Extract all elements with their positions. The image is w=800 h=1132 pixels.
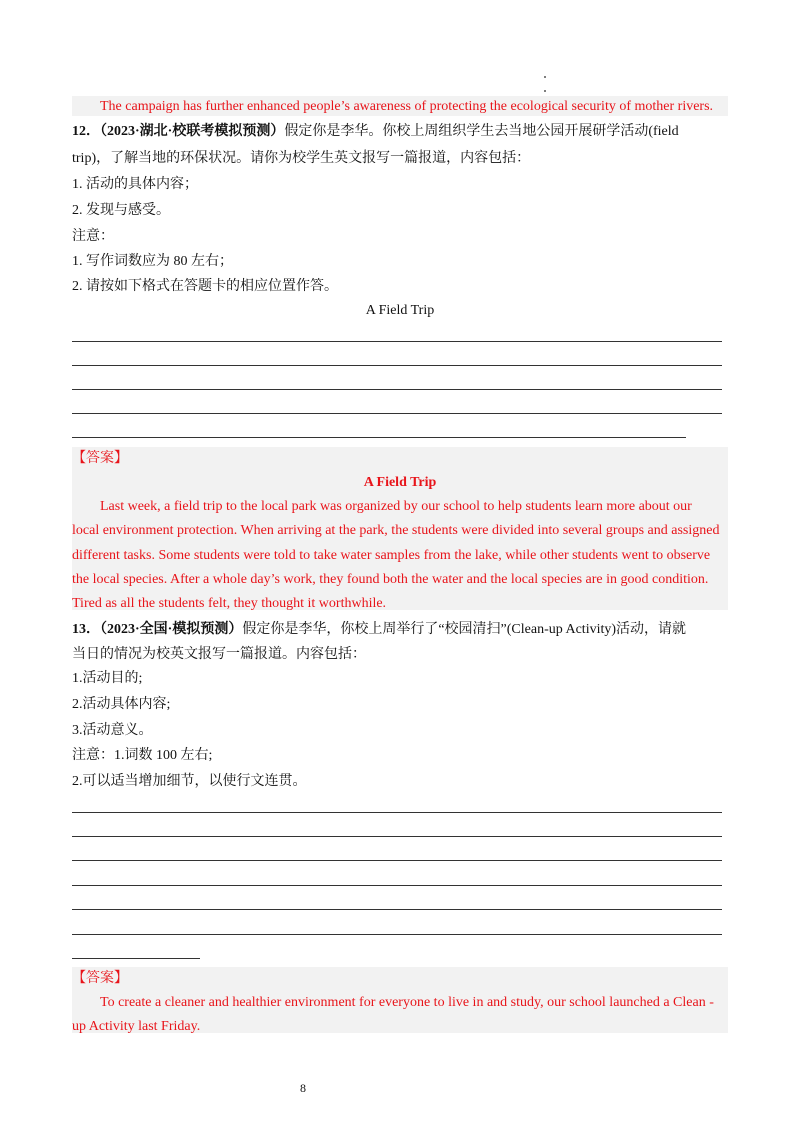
question-13-note-2: 2.可以适当增加细节，以使行文连贯。 bbox=[72, 774, 307, 789]
writing-line bbox=[72, 437, 686, 438]
question-13-point-2: 2.活动具体内容; bbox=[72, 697, 171, 712]
previous-answer-tail: The campaign has further enhanced people’s awareness of protecting the ecological security of mother rivers. bbox=[100, 99, 714, 114]
writing-line bbox=[72, 341, 722, 342]
answer-label: 【答案】 bbox=[72, 451, 128, 466]
question-13-line-1 bbox=[72, 621, 686, 639]
question-12-note-1: 1. 写作词数应为 80 左右； bbox=[72, 254, 233, 269]
answer-line-1: Last week, a field trip to the local park was organized by our school to help students learn more about our bbox=[100, 499, 692, 514]
question-13-point-1: 1.活动目的; bbox=[72, 671, 143, 686]
answer-label: 【答案】 bbox=[72, 971, 128, 986]
question-13-prompt-1: 假定你是李华，你校上周举行了“校园清扫”(Clean-up Activity)活动，请就 bbox=[242, 622, 687, 637]
answer-line-2: up Activity last Friday. bbox=[72, 1019, 201, 1034]
header-dot bbox=[544, 90, 546, 92]
answer-line-4: the local species. After a whole day’s work, they found both the water and the local species are in good condition. bbox=[72, 572, 709, 587]
question-12-prompt-1: 假定你是李华。你校上周组织学生去当地公园开展研学活动(field bbox=[284, 124, 679, 139]
writing-line bbox=[72, 958, 200, 959]
writing-line bbox=[72, 860, 722, 861]
writing-line bbox=[72, 885, 722, 886]
answer-title: A Field Trip bbox=[363, 475, 437, 490]
question-13-point-3: 3.活动意义。 bbox=[72, 723, 153, 738]
question-12-prompt-2: trip)，了解当地的环保状况。请你为校学生英文报写一篇报道，内容包括： bbox=[72, 151, 531, 166]
writing-line bbox=[72, 413, 722, 414]
question-13-prompt-2: 当日的情况为校英文报写一篇报道。内容包括： bbox=[72, 647, 366, 662]
writing-line bbox=[72, 365, 722, 366]
writing-line bbox=[72, 934, 722, 935]
writing-line bbox=[72, 389, 722, 390]
answer-line-5: Tired as all the students felt, they thought it worthwhile. bbox=[72, 596, 387, 611]
question-12-point-2: 2. 发现与感受。 bbox=[72, 203, 170, 218]
question-12-source: （2023·湖北·校联考模拟预测） bbox=[100, 124, 285, 139]
answer-line-1: To create a cleaner and healthier environment for everyone to live in and study, our school launched a Clean - bbox=[100, 995, 714, 1010]
question-12-note-2: 2. 请按如下格式在答题卡的相应位置作答。 bbox=[72, 279, 338, 294]
question-13-number: 13． bbox=[72, 622, 100, 637]
page-number: 8 bbox=[300, 1081, 306, 1095]
question-12-note-title: 注意： bbox=[72, 229, 114, 244]
writing-line bbox=[72, 836, 722, 837]
question-12-point-1: 1. 活动的具体内容； bbox=[72, 177, 198, 192]
question-12-number: 12． bbox=[72, 124, 100, 139]
question-13-note-1: 注意：1.词数 100 左右; bbox=[72, 748, 213, 763]
question-12-line-1 bbox=[72, 123, 679, 141]
answer-line-3: different tasks. Some students were told to take water samples from the lake, while other students went to observe bbox=[72, 548, 711, 563]
header-dot bbox=[544, 76, 546, 78]
question-13-source: （2023·全国·模拟预测） bbox=[100, 622, 243, 637]
answer-line-2: local environment protection. When arriving at the park, the students were divided into several groups and assigned bbox=[72, 523, 720, 538]
writing-line bbox=[72, 812, 722, 813]
writing-line bbox=[72, 909, 722, 910]
writing-title: A Field Trip bbox=[365, 303, 435, 318]
